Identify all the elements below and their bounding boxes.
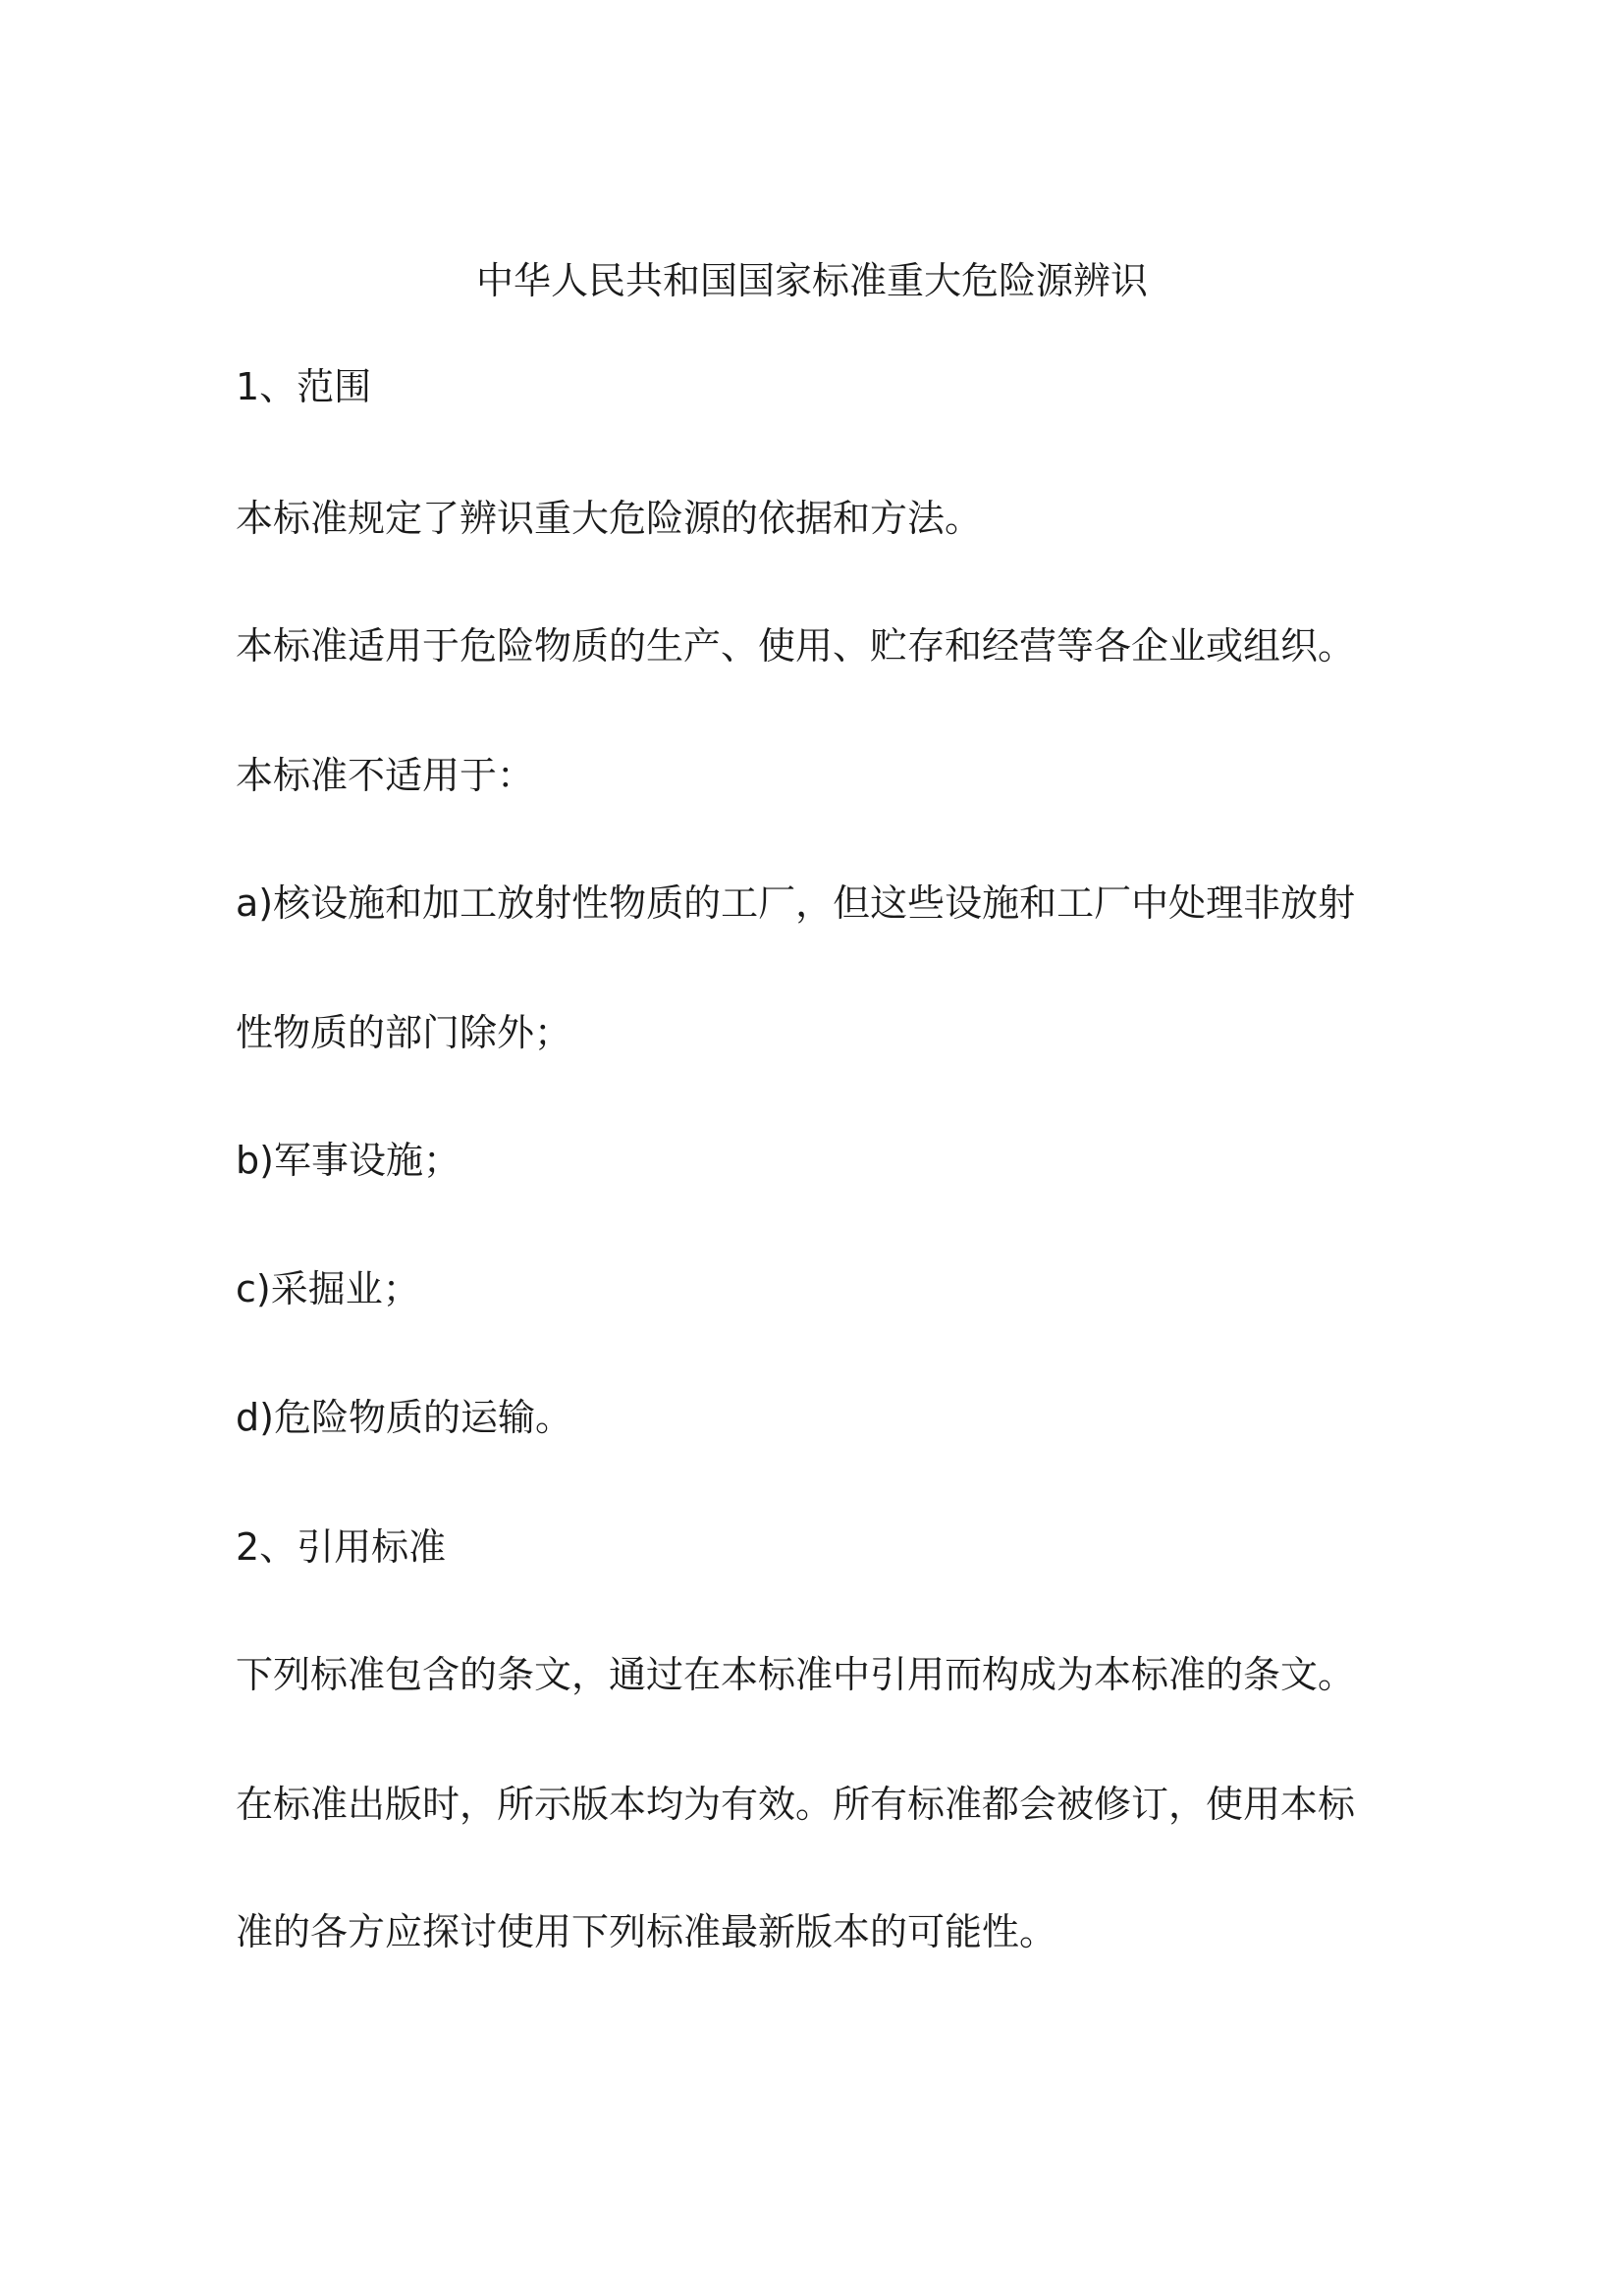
list-item-c: c)采掘业； xyxy=(236,1267,420,1310)
paragraph-line: 准的各方应探讨使用下列标准最新版本的可能性。 xyxy=(236,1910,1057,1953)
section-heading-scope: 1、范围 xyxy=(236,365,372,408)
paragraph-line: 本标准不适用于： xyxy=(236,754,535,797)
paragraph-line: 在标准出版时，所示版本均为有效。所有标准都会被修订，使用本标 xyxy=(236,1783,1356,1826)
list-item-a: a)核设施和加工放射性物质的工厂，但这些设施和工厂中处理非放射 xyxy=(236,881,1356,925)
list-item-d: d)危险物质的运输。 xyxy=(236,1396,572,1439)
list-item-a-continued: 性物质的部门除外； xyxy=(236,1011,572,1054)
document-title: 中华人民共和国国家标准重大危险源辨识 xyxy=(475,259,1148,302)
list-item-b: b)军事设施； xyxy=(236,1139,460,1182)
section-heading-references: 2、引用标准 xyxy=(236,1525,447,1569)
paragraph-line: 本标准规定了辨识重大危险源的依据和方法。 xyxy=(236,497,983,540)
paragraph-line: 本标准适用于危险物质的生产、使用、贮存和经营等各企业或组织。 xyxy=(236,624,1356,667)
paragraph-line: 下列标准包含的条文，通过在本标准中引用而构成为本标准的条文。 xyxy=(236,1653,1356,1696)
